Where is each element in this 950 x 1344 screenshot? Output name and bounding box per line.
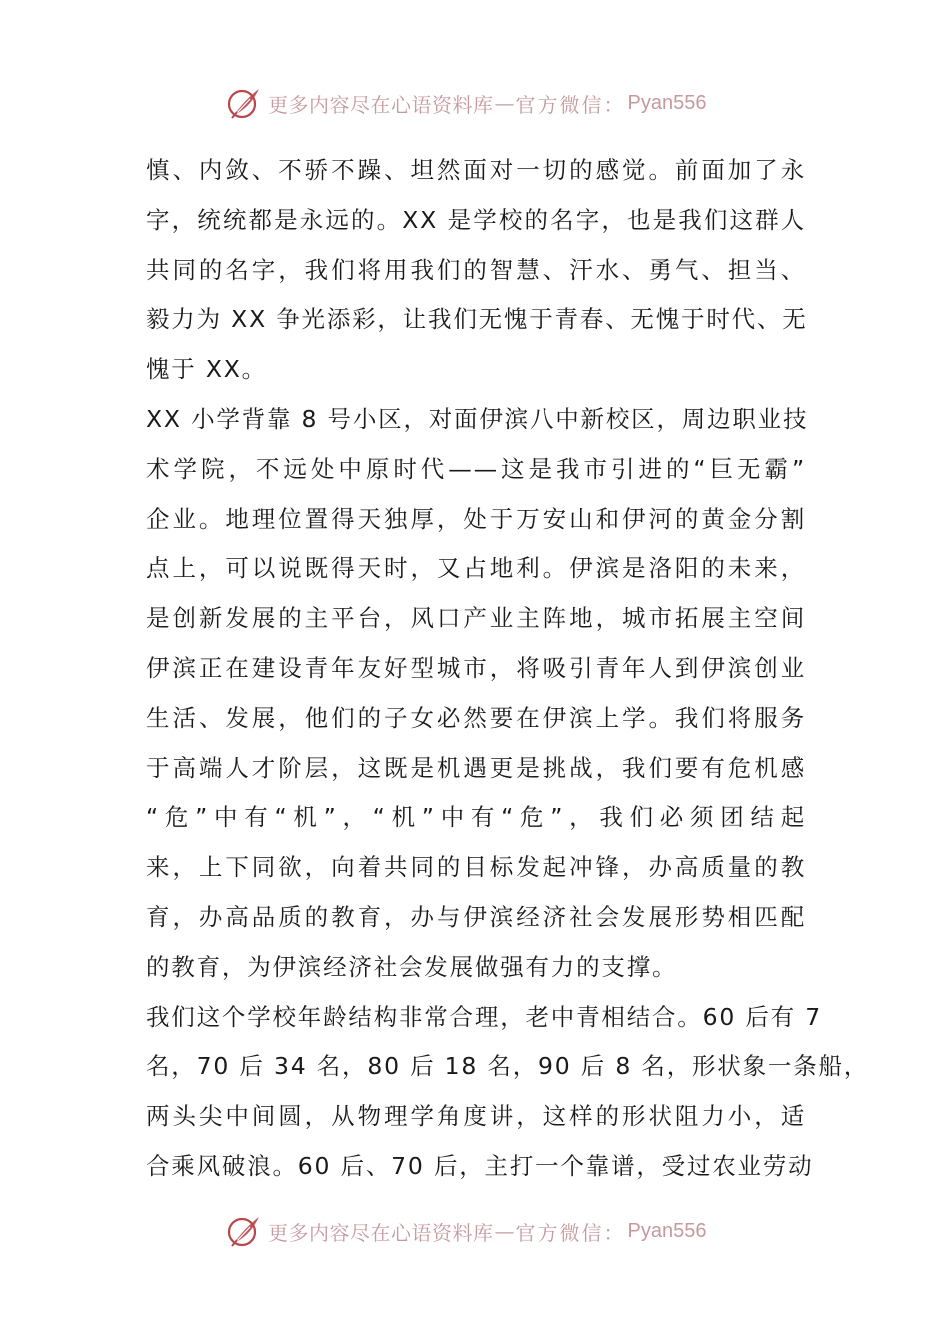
- banner-dash: —: [494, 91, 515, 115]
- paragraph-3: [146, 993, 870, 1192]
- banner-text: 更多内容尽在心语资料库: [268, 1220, 494, 1245]
- body-text: [146, 146, 870, 1192]
- text-line: 企业。地理位置得天独厚，处于万安山和伊河的黄金分割: [146, 504, 806, 533]
- text-line: 术学院，不远处中原时代——这是我市引进的“巨无霸”: [146, 454, 806, 483]
- text-line: 毅力为 XX 争光添彩，让我们无愧于青春、无愧于时代、无: [146, 305, 808, 334]
- banner-wechat-label: 官方微信：: [515, 92, 626, 117]
- text-line: XX 小学背靠 8 号小区，对面伊滨八中新校区，周边职业技: [146, 404, 809, 433]
- text-line: 两头尖中间圆，从物理学角度讲，这样的形状阻力小，适: [146, 1102, 806, 1131]
- banner-dash: —: [494, 1219, 515, 1243]
- text-line: 愧于 XX。: [146, 355, 267, 384]
- banner-wechat-id: Pyan556: [627, 91, 707, 114]
- text-line: 育，办高品质的教育，办与伊滨经济社会发展形势相匹配: [146, 902, 806, 931]
- quill-pen-logo-icon: [226, 85, 262, 121]
- text-line: 慎、内敛、不骄不躁、坦然面对一切的感觉。前面加了永: [146, 156, 806, 184]
- banner-text: 更多内容尽在心语资料库: [268, 92, 494, 117]
- text-line: 我们这个学校年龄结构非常合理，老中青相结合。60 后有 7: [146, 1002, 822, 1031]
- text-line: 共同的名字，我们将用我们的智慧、汗水、勇气、担当、: [146, 255, 806, 284]
- text-line: 的教育，为伊滨经济社会发展做强有力的支撑。: [146, 952, 678, 981]
- text-line: 伊滨正在建设青年友好型城市，将吸引青年人到伊滨创业: [146, 653, 806, 682]
- header-banner: [226, 83, 706, 123]
- banner-wechat-label: 官方微信：: [515, 1220, 626, 1245]
- text-line: 点上，可以说既得天时，又占地利。伊滨是洛阳的未来，: [146, 554, 806, 583]
- text-line: 于高端人才阶层，这既是机遇更是挑战，我们要有危机感: [146, 753, 806, 782]
- text-line: “危”中有“机”，“机”中有“危”，我们必须团结起: [146, 803, 806, 832]
- banner-wechat-id: Pyan556: [627, 1219, 707, 1242]
- text-line: 来，上下同欲，向着共同的目标发起冲锋，办高质量的教: [146, 853, 806, 882]
- quill-pen-logo-icon: [226, 1213, 262, 1249]
- text-line: 合乘风破浪。60 后、70 后，主打一个靠谱，受过农业劳动: [146, 1151, 814, 1180]
- text-line: 字，统统都是永远的。XX 是学校的名字，也是我们这群人: [146, 205, 806, 234]
- text-line: 是创新发展的主平台，风口产业主阵地，城市拓展主空间: [146, 604, 806, 633]
- text-line: 名，70 后 34 名，80 后 18 名，90 后 8 名，形状象一条船，: [146, 1052, 870, 1081]
- paragraph-1: [146, 146, 806, 395]
- paragraph-2: [146, 395, 809, 993]
- text-line: 生活、发展，他们的子女必然要在伊滨上学。我们将服务: [146, 703, 806, 732]
- footer-banner: [226, 1211, 706, 1251]
